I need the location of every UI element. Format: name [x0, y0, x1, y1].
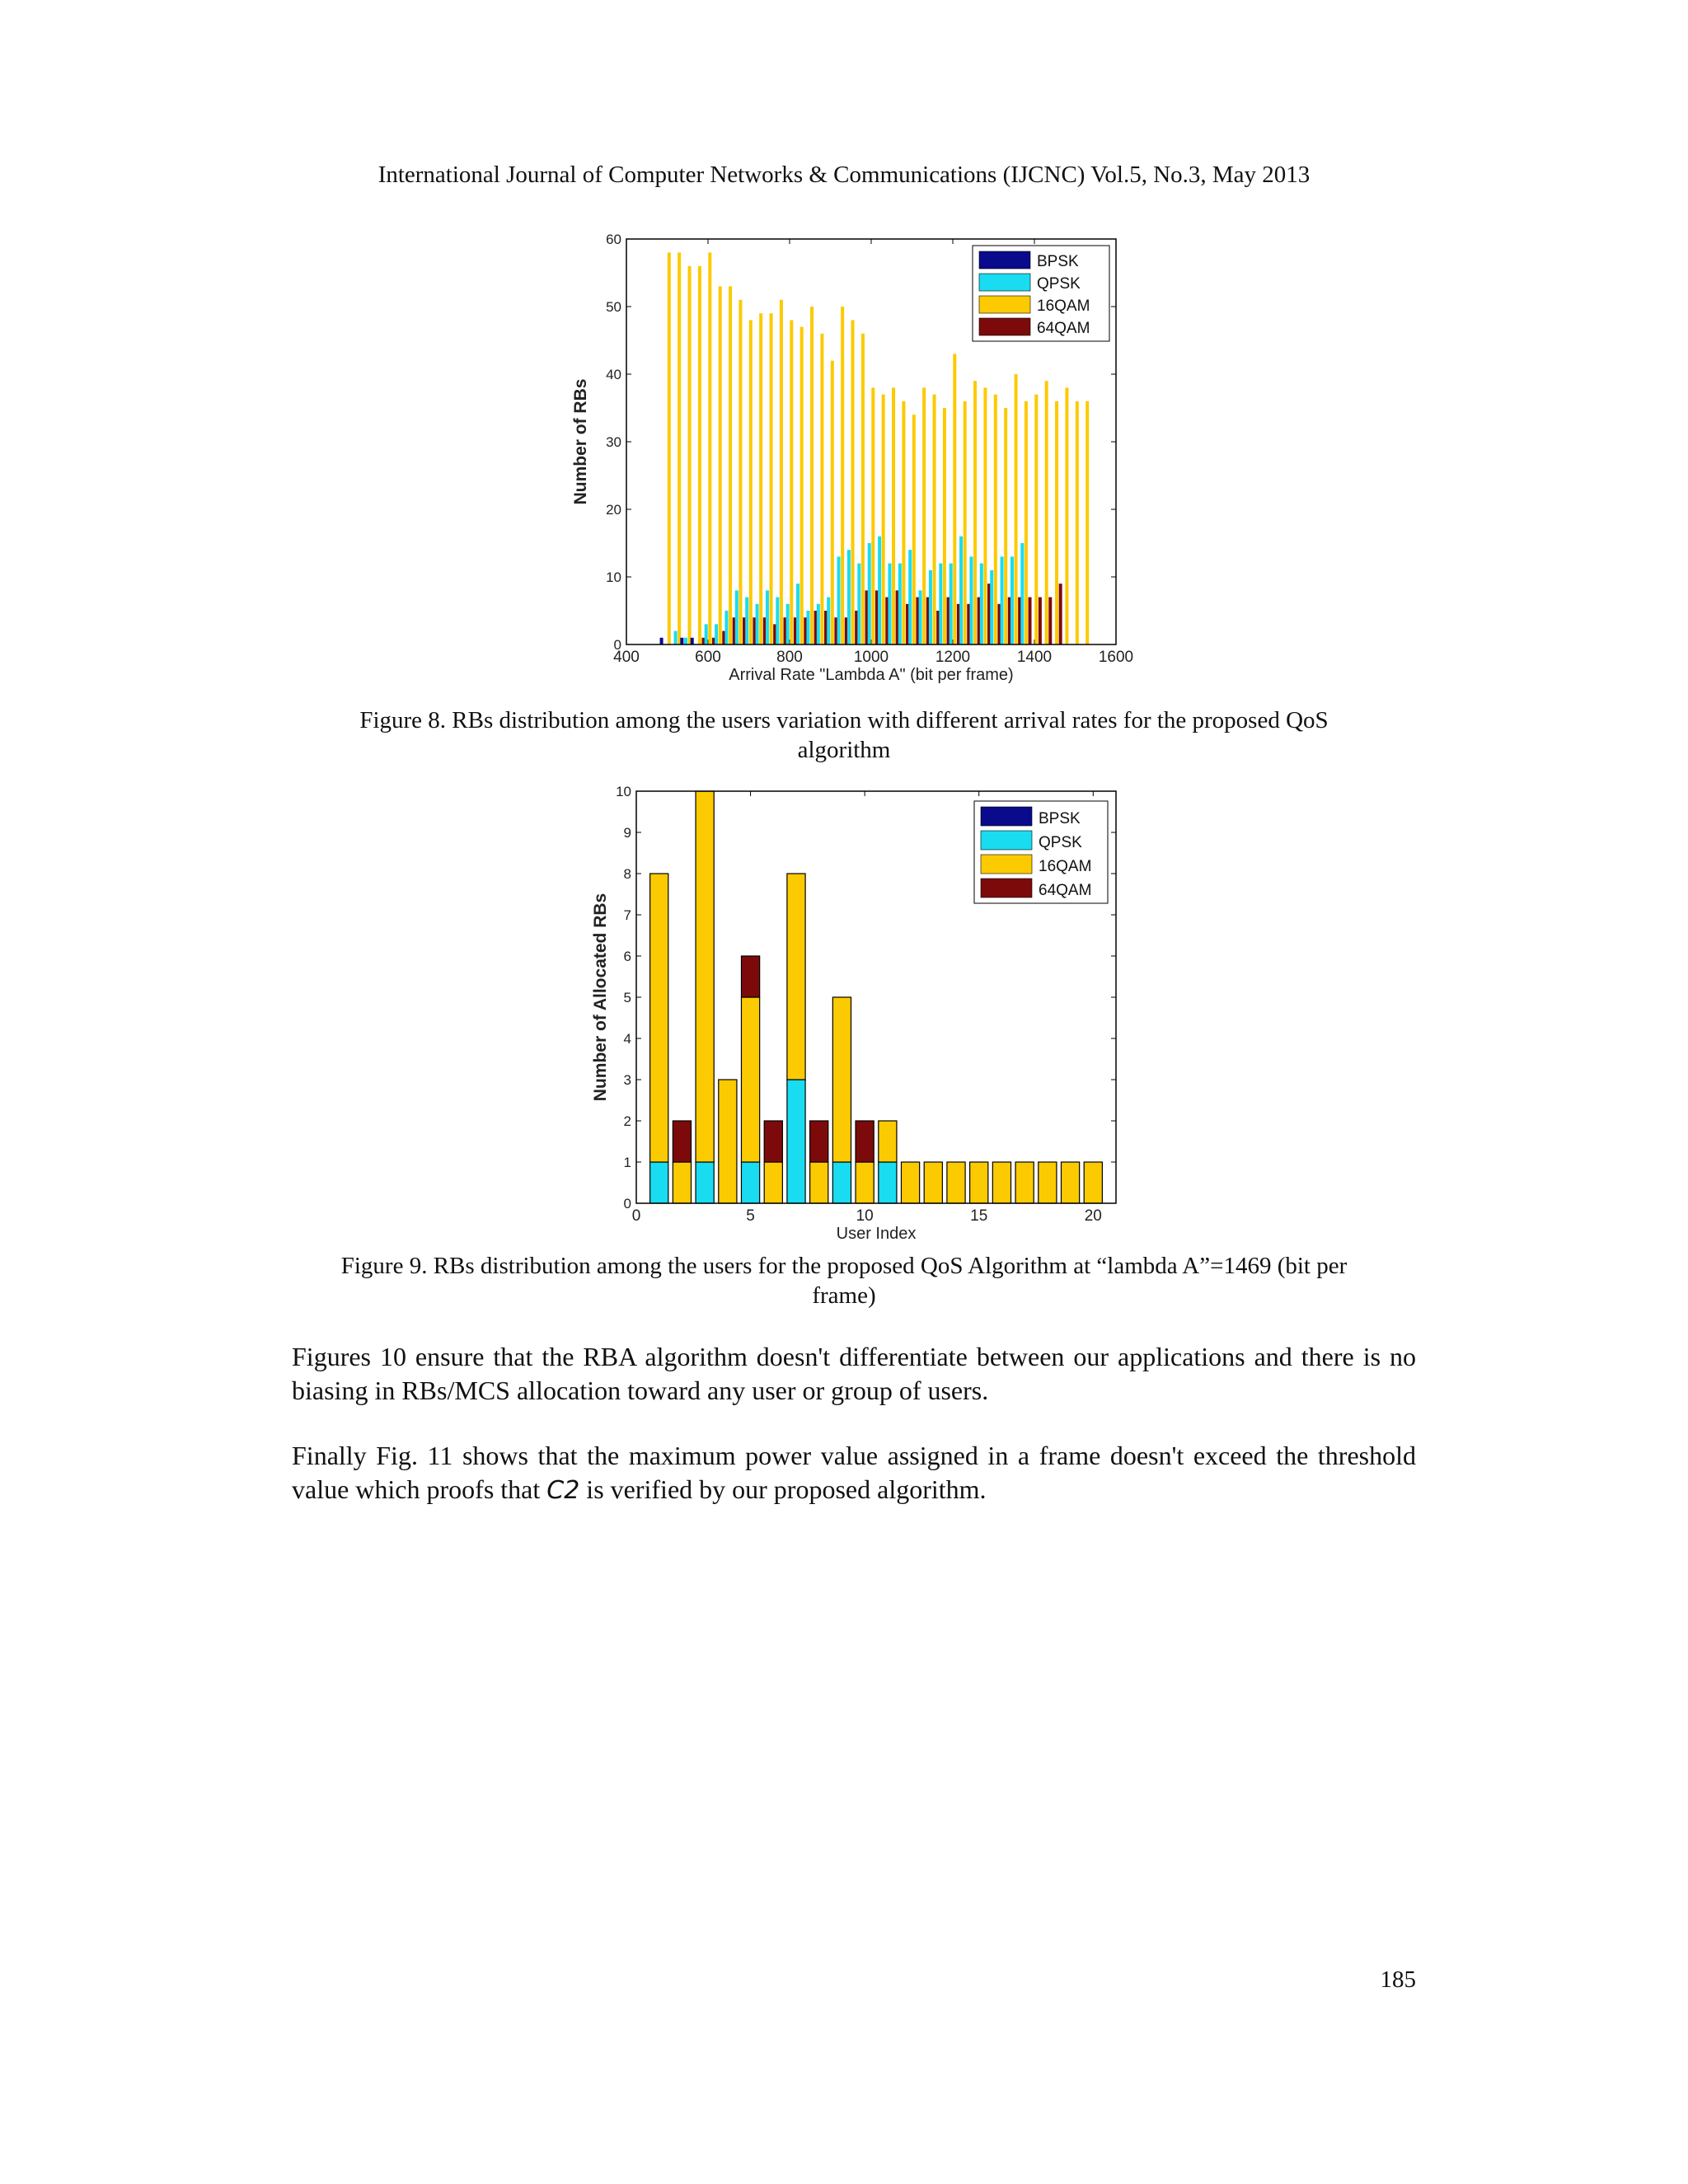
- legend-label-bpsk: BPSK: [1037, 253, 1079, 270]
- journal-header: International Journal of Computer Networks & Communications (IJCNC) Vol.5, No.3, May 2013: [377, 162, 1311, 188]
- y-tick-label: 2: [623, 1113, 631, 1129]
- bar-qpsk: [776, 598, 779, 644]
- bar-16qam: [1055, 401, 1058, 644]
- bar-16qam: [933, 395, 936, 644]
- legend-label-16qam: 16QAM: [1037, 298, 1090, 315]
- paragraph-figure-11: [292, 1439, 1416, 1507]
- bar-segment-16qam: [901, 1162, 919, 1203]
- bar-qpsk: [990, 570, 993, 644]
- bar-qpsk: [1020, 543, 1024, 644]
- legend-label-64qam: 64QAM: [1037, 320, 1090, 337]
- bar-qpsk: [817, 604, 820, 644]
- x-tick-label: 400: [613, 649, 640, 666]
- bar-segment-16qam: [832, 997, 851, 1162]
- bar-qpsk: [827, 598, 830, 644]
- bar-16qam: [770, 313, 773, 644]
- bar-segment-16qam: [1061, 1162, 1079, 1203]
- bar-qpsk: [929, 570, 932, 644]
- bar-16qam: [688, 266, 692, 644]
- bar-16qam: [708, 252, 711, 644]
- bar-qpsk: [950, 564, 953, 644]
- bar-qpsk: [674, 631, 678, 644]
- bar-segment-16qam: [764, 1162, 782, 1203]
- bar-16qam: [678, 252, 681, 644]
- legend-swatch-64qam: [979, 318, 1030, 335]
- paragraph-text-end: is verified by our proposed algorithm.: [579, 1474, 987, 1504]
- bar-bpsk: [691, 638, 694, 644]
- bar-qpsk: [745, 598, 748, 644]
- y-tick-label: 50: [606, 299, 621, 315]
- bar-qpsk: [878, 537, 881, 644]
- bar-segment-64qam: [741, 956, 759, 997]
- bar-16qam: [1015, 374, 1018, 644]
- bar-segment-qpsk: [741, 1162, 759, 1203]
- bar-bpsk: [680, 638, 683, 644]
- paragraph-text: Figures 10 ensure that the RBA algorithm doesn't differentiate between our applications and there is no biasing in RBs/MCS allocation toward any user or group of users.: [292, 1342, 1416, 1405]
- bar-16qam: [871, 387, 874, 644]
- bar-qpsk: [796, 583, 799, 644]
- bar-segment-16qam: [696, 791, 714, 1162]
- bar-16qam: [759, 313, 762, 644]
- y-tick-label: 40: [606, 367, 621, 382]
- bar-16qam: [820, 334, 823, 644]
- bar-16qam: [902, 401, 905, 644]
- y-tick-label: 30: [606, 434, 621, 450]
- x-tick-label: 10: [856, 1207, 874, 1225]
- bar-qpsk: [898, 564, 902, 644]
- y-tick-label: 60: [606, 232, 621, 247]
- x-axis-label: User Index: [836, 1225, 917, 1243]
- bar-qpsk: [684, 638, 687, 644]
- bar-16qam: [1034, 395, 1038, 644]
- bar-16qam: [841, 307, 844, 644]
- bar-segment-64qam: [673, 1121, 691, 1162]
- bar-qpsk: [969, 556, 973, 644]
- bar-16qam: [953, 354, 956, 644]
- bar-16qam: [912, 415, 916, 644]
- bar-16qam: [831, 361, 834, 644]
- legend-label-bpsk: BPSK: [1039, 810, 1081, 827]
- y-tick-label: 9: [623, 825, 631, 841]
- bar-qpsk: [908, 550, 912, 644]
- x-tick-label: 15: [970, 1207, 988, 1225]
- legend-swatch-qpsk: [981, 831, 1032, 850]
- bar-segment-16qam: [947, 1162, 965, 1203]
- legend-label-16qam: 16QAM: [1039, 858, 1092, 875]
- bar-16qam: [1065, 387, 1068, 644]
- bar-16qam: [1004, 408, 1007, 644]
- y-tick-label: 0: [613, 637, 621, 653]
- x-tick-label: 1400: [1016, 649, 1053, 666]
- bar-segment-qpsk: [696, 1162, 714, 1203]
- bar-qpsk: [919, 590, 922, 644]
- x-tick-label: 20: [1084, 1207, 1102, 1225]
- bar-qpsk: [980, 564, 983, 644]
- bar-segment-16qam: [719, 1080, 737, 1203]
- bar-segment-64qam: [856, 1121, 874, 1162]
- bar-segment-16qam: [1039, 1162, 1057, 1203]
- bar-segment-16qam: [970, 1162, 988, 1203]
- paragraph-text-start: Finally Fig. 11 shows that the maximum power value assigned in a frame doesn't exceed the threshold value which proofs that: [292, 1441, 1416, 1504]
- bar-qpsk: [1001, 556, 1004, 644]
- y-tick-label: 6: [623, 949, 631, 964]
- legend-label-64qam: 64QAM: [1039, 882, 1092, 899]
- bar-16qam: [749, 320, 753, 644]
- y-axis-label: Number of RBs: [571, 378, 590, 505]
- legend-swatch-bpsk: [979, 251, 1030, 269]
- paragraph-figures-10: [292, 1340, 1416, 1408]
- bar-16qam: [1045, 381, 1048, 644]
- figure-9-chart: [569, 776, 1129, 1248]
- bar-qpsk: [939, 564, 942, 644]
- y-tick-label: 1: [623, 1155, 631, 1170]
- bar-16qam: [790, 320, 793, 644]
- bar-bpsk: [660, 638, 663, 644]
- bar-16qam: [810, 307, 814, 644]
- x-tick-label: 800: [776, 649, 803, 666]
- y-tick-label: 0: [623, 1196, 631, 1212]
- bar-16qam: [983, 387, 987, 644]
- figure-8-chart: [560, 221, 1154, 696]
- bar-16qam: [861, 334, 865, 644]
- bar-qpsk: [1010, 556, 1014, 644]
- bar-16qam: [780, 300, 783, 644]
- bar-16qam: [1025, 401, 1028, 644]
- bar-segment-16qam: [924, 1162, 942, 1203]
- bar-qpsk: [766, 590, 769, 644]
- x-tick-label: 1200: [935, 649, 971, 666]
- bar-qpsk: [724, 611, 728, 644]
- bar-segment-16qam: [673, 1162, 691, 1203]
- bar-segment-16qam: [879, 1121, 897, 1162]
- bar-segment-qpsk: [832, 1162, 851, 1203]
- bar-segment-64qam: [810, 1121, 828, 1162]
- bar-segment-qpsk: [879, 1162, 897, 1203]
- bar-segment-qpsk: [787, 1080, 805, 1203]
- bar-16qam: [922, 387, 926, 644]
- bar-16qam: [698, 266, 701, 644]
- bar-64qam: [1029, 598, 1032, 644]
- bar-segment-16qam: [810, 1162, 828, 1203]
- bar-16qam: [994, 395, 997, 644]
- x-tick-label: 1600: [1098, 649, 1134, 666]
- x-tick-label: 600: [695, 649, 721, 666]
- figure-9-caption: Figure 9. RBs distribution among the users for the proposed QoS Algorithm at “lambda A”=1469 (bit per frame): [340, 1253, 1348, 1309]
- bar-16qam: [668, 252, 671, 644]
- y-tick-label: 8: [623, 866, 631, 882]
- bar-16qam: [800, 327, 804, 644]
- y-tick-label: 7: [623, 907, 631, 923]
- bar-segment-16qam: [992, 1162, 1010, 1203]
- bar-16qam: [719, 286, 722, 644]
- bar-qpsk: [786, 604, 790, 644]
- bar-qpsk: [715, 624, 718, 644]
- bar-64qam: [1059, 583, 1062, 644]
- bar-16qam: [729, 286, 732, 644]
- bar-qpsk: [837, 556, 841, 644]
- x-tick-label: 5: [746, 1207, 755, 1225]
- bar-qpsk: [868, 543, 871, 644]
- legend-label-qpsk: QPSK: [1039, 834, 1082, 851]
- bar-qpsk: [847, 550, 851, 644]
- bar-qpsk: [735, 590, 738, 644]
- bar-segment-64qam: [764, 1121, 782, 1162]
- bar-16qam: [1076, 401, 1079, 644]
- x-tick-label: 1000: [853, 649, 889, 666]
- legend-label-qpsk: QPSK: [1037, 275, 1081, 293]
- figure-8-caption: Figure 8. RBs distribution among the users variation with different arrival rates for the proposed QoS algorithm: [359, 707, 1329, 763]
- y-tick-label: 20: [606, 502, 621, 518]
- bar-segment-16qam: [787, 874, 805, 1080]
- constraint-symbol: C2: [546, 1476, 580, 1505]
- bar-16qam: [1085, 401, 1089, 644]
- bar-segment-16qam: [856, 1162, 874, 1203]
- y-tick-label: 4: [623, 1031, 631, 1047]
- bar-16qam: [973, 381, 977, 644]
- bar-16qam: [851, 320, 855, 644]
- y-axis-label: Number of Allocated RBs: [591, 893, 610, 1102]
- legend-swatch-16qam: [979, 296, 1030, 313]
- bar-16qam: [892, 387, 895, 644]
- bar-qpsk: [857, 564, 860, 644]
- bar-segment-16qam: [1084, 1162, 1102, 1203]
- y-tick-label: 5: [623, 990, 631, 1005]
- bar-qpsk: [705, 624, 708, 644]
- legend-swatch-bpsk: [981, 807, 1032, 826]
- y-tick-label: 3: [623, 1072, 631, 1088]
- x-axis-label: Arrival Rate "Lambda A" (bit per frame): [729, 666, 1014, 684]
- bar-16qam: [738, 300, 742, 644]
- legend-swatch-64qam: [981, 879, 1032, 898]
- x-tick-label: 0: [631, 1207, 641, 1225]
- bar-16qam: [943, 408, 946, 644]
- bar-qpsk: [756, 604, 759, 644]
- bar-64qam: [1039, 598, 1042, 644]
- bar-16qam: [964, 401, 967, 644]
- bar-segment-16qam: [741, 997, 759, 1162]
- bar-16qam: [882, 395, 885, 644]
- bar-qpsk: [806, 611, 809, 644]
- y-tick-label: 10: [606, 569, 621, 585]
- paragraph-text: [292, 1439, 1416, 1507]
- legend-swatch-qpsk: [979, 274, 1030, 291]
- legend-swatch-16qam: [981, 855, 1032, 874]
- bar-qpsk: [959, 537, 963, 644]
- bar-64qam: [1048, 598, 1052, 644]
- bar-segment-qpsk: [650, 1162, 668, 1203]
- bar-segment-16qam: [1015, 1162, 1034, 1203]
- y-tick-label: 10: [616, 784, 631, 799]
- bar-segment-16qam: [650, 874, 668, 1162]
- page-number: 185: [1380, 1966, 1416, 1993]
- bar-qpsk: [888, 564, 891, 644]
